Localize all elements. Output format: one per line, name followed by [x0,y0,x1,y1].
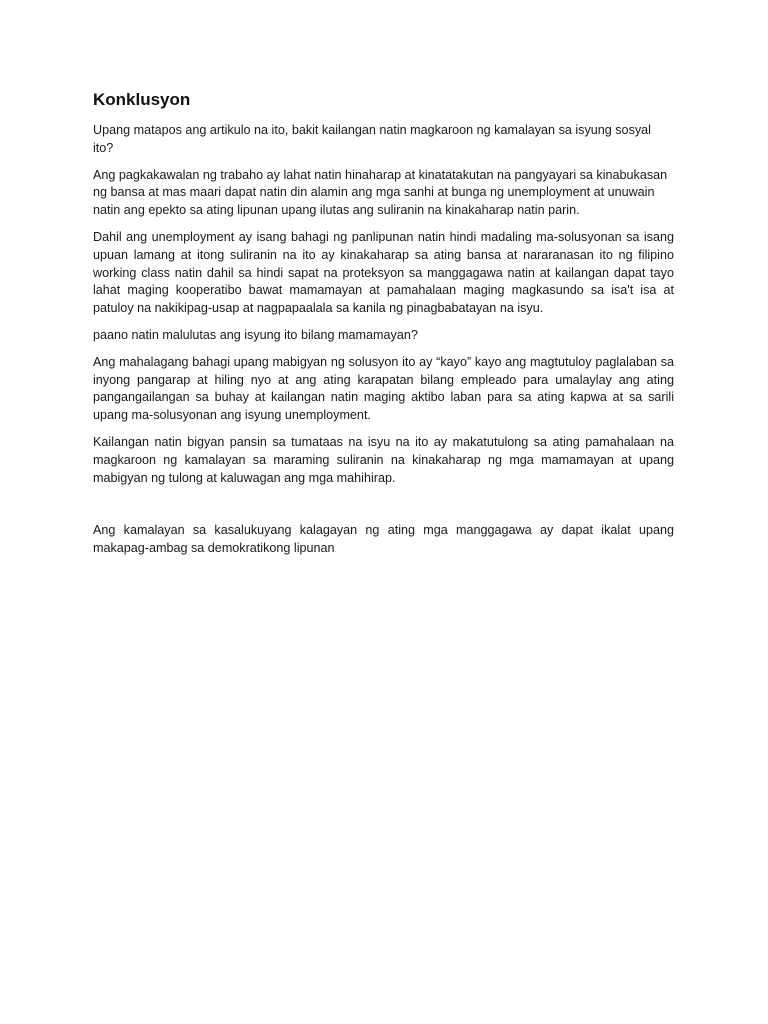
paragraph-7: Ang kamalayan sa kasalukuyang kalagayan ng ating mga manggagawa ay dapat ikalat upang makapag-ambag sa demokratikong lipunan [93,523,674,556]
paragraph-2: Ang pagkakawalan ng trabaho ay lahat natin hinaharap at kinatatakutan na pangyayari sa kinabukasan ng bansa at mas maari dapat natin din alamin ang mga sanhi at bunga ng unemployment at unuwain natin ang epekto sa ating lipunan upang ilutas ang suliranin na kinakaharap natin parin. [93,167,668,218]
paragraph-3: Dahil ang unemployment ay isang bahagi ng panlipunan natin hindi madaling ma-solusyonan sa isang upuan lamang at itong suliranin na ito ay kinakaharap sa ating bansa at nararanasan ito ng filipino working class natin dahil sa hindi sapat na proteksyon sa manggagawa natin at kailangan dapat tayo lahat maging kooperatibo bawat mamamayan at pamahalaan maging magkasundo sa isa't isa at patuloy na nakikipag-usap at nagpapaalala sa kanila ng pinagbabatayan na isyu. [93,229,674,316]
paragraph-1: Upang matapos ang artikulo na ito, bakit kailangan natin magkaroon ng kamalayan sa isyung sosyal ito? [93,123,651,155]
document-page [93,88,674,567]
paragraph-4: paano natin malulutas ang isyung ito bilang mamamayan? [93,327,418,342]
paragraph-6: Kailangan natin bigyan pansin sa tumataas na isyu na ito ay makatutulong sa ating pamahalaan na magkaroon ng kamalayan sa maraming suliranin na kinakaharap ng mga mamamayan at upang mabigyan ng tulong at kaluwagan ang mga mahihirap. [93,434,674,485]
document-title: Konklusyon [93,90,191,109]
paragraph-5: Ang mahalagang bahagi upang mabigyan ng solusyon ito ay “kayo” kayo ang magtutuloy paglalaban sa inyong pangarap at hiling nyo at ang ating karapatan bilang empleado para umalaylay ang ating pangangailangan sa buhay at kailangan natin maging aktibo laban para sa ating kapwa at sa sarili upang ma-solusyonan ang isyung unemployment. [93,354,674,423]
blank-line [93,496,674,522]
